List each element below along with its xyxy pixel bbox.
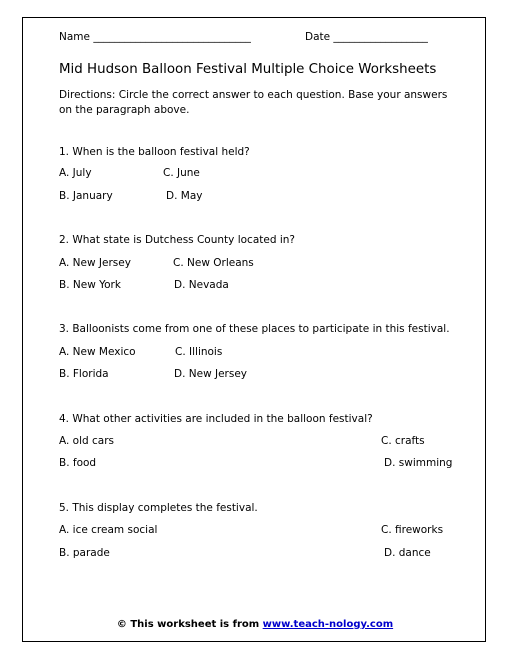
date-field-label: Date __________________ [305,31,428,43]
question-2-option-a[interactable]: A. New Jersey [59,257,131,269]
question-5-prompt: 5. This display completes the festival. [59,502,258,514]
footer-link[interactable]: www.teach-nology.com [262,619,394,630]
question-5-option-b[interactable]: B. parade [59,547,110,559]
question-3-option-b[interactable]: B. Florida [59,368,109,380]
question-1-option-d[interactable]: D. May [166,190,203,202]
question-5-option-a[interactable]: A. ice cream social [59,524,158,536]
question-2-option-b[interactable]: B. New York [59,279,121,291]
question-3-prompt: 3. Balloonists come from one of these places to participate in this festival. [59,323,450,335]
copyright-footer [0,619,510,630]
question-1-prompt: 1. When is the balloon festival held? [59,146,250,158]
question-5-option-d[interactable]: D. dance [384,547,431,559]
question-4-option-a[interactable]: A. old cars [59,435,115,447]
question-5-option-c[interactable]: C. fireworks [381,524,444,536]
worksheet-title: Mid Hudson Balloon Festival Multiple Choice Worksheets [59,62,437,77]
question-4-option-c[interactable]: C. crafts [381,435,425,447]
question-1-option-b[interactable]: B. January [59,190,113,202]
question-4-option-b[interactable]: B. food [59,457,97,469]
directions-text: Directions: Circle the correct answer to each question. Base your answers on the paragraph above. [59,89,448,116]
question-1-option-a[interactable]: A. July [59,167,92,179]
question-4-prompt: 4. What other activities are included in the balloon festival? [59,413,373,425]
name-field-label: Name ______________________________ [59,31,251,43]
question-3-option-a[interactable]: A. New Mexico [59,346,136,358]
question-2-option-d[interactable]: D. Nevada [174,279,229,291]
question-3-option-d[interactable]: D. New Jersey [174,368,248,380]
footer-text: © This worksheet is from [116,619,263,630]
question-2-option-c[interactable]: C. New Orleans [173,257,254,269]
question-4-option-d[interactable]: D. swimming [384,457,453,469]
question-3-option-c[interactable]: C. Illinois [175,346,223,358]
question-2-prompt: 2. What state is Dutchess County located in? [59,234,295,246]
question-1-option-c[interactable]: C. June [163,167,200,179]
